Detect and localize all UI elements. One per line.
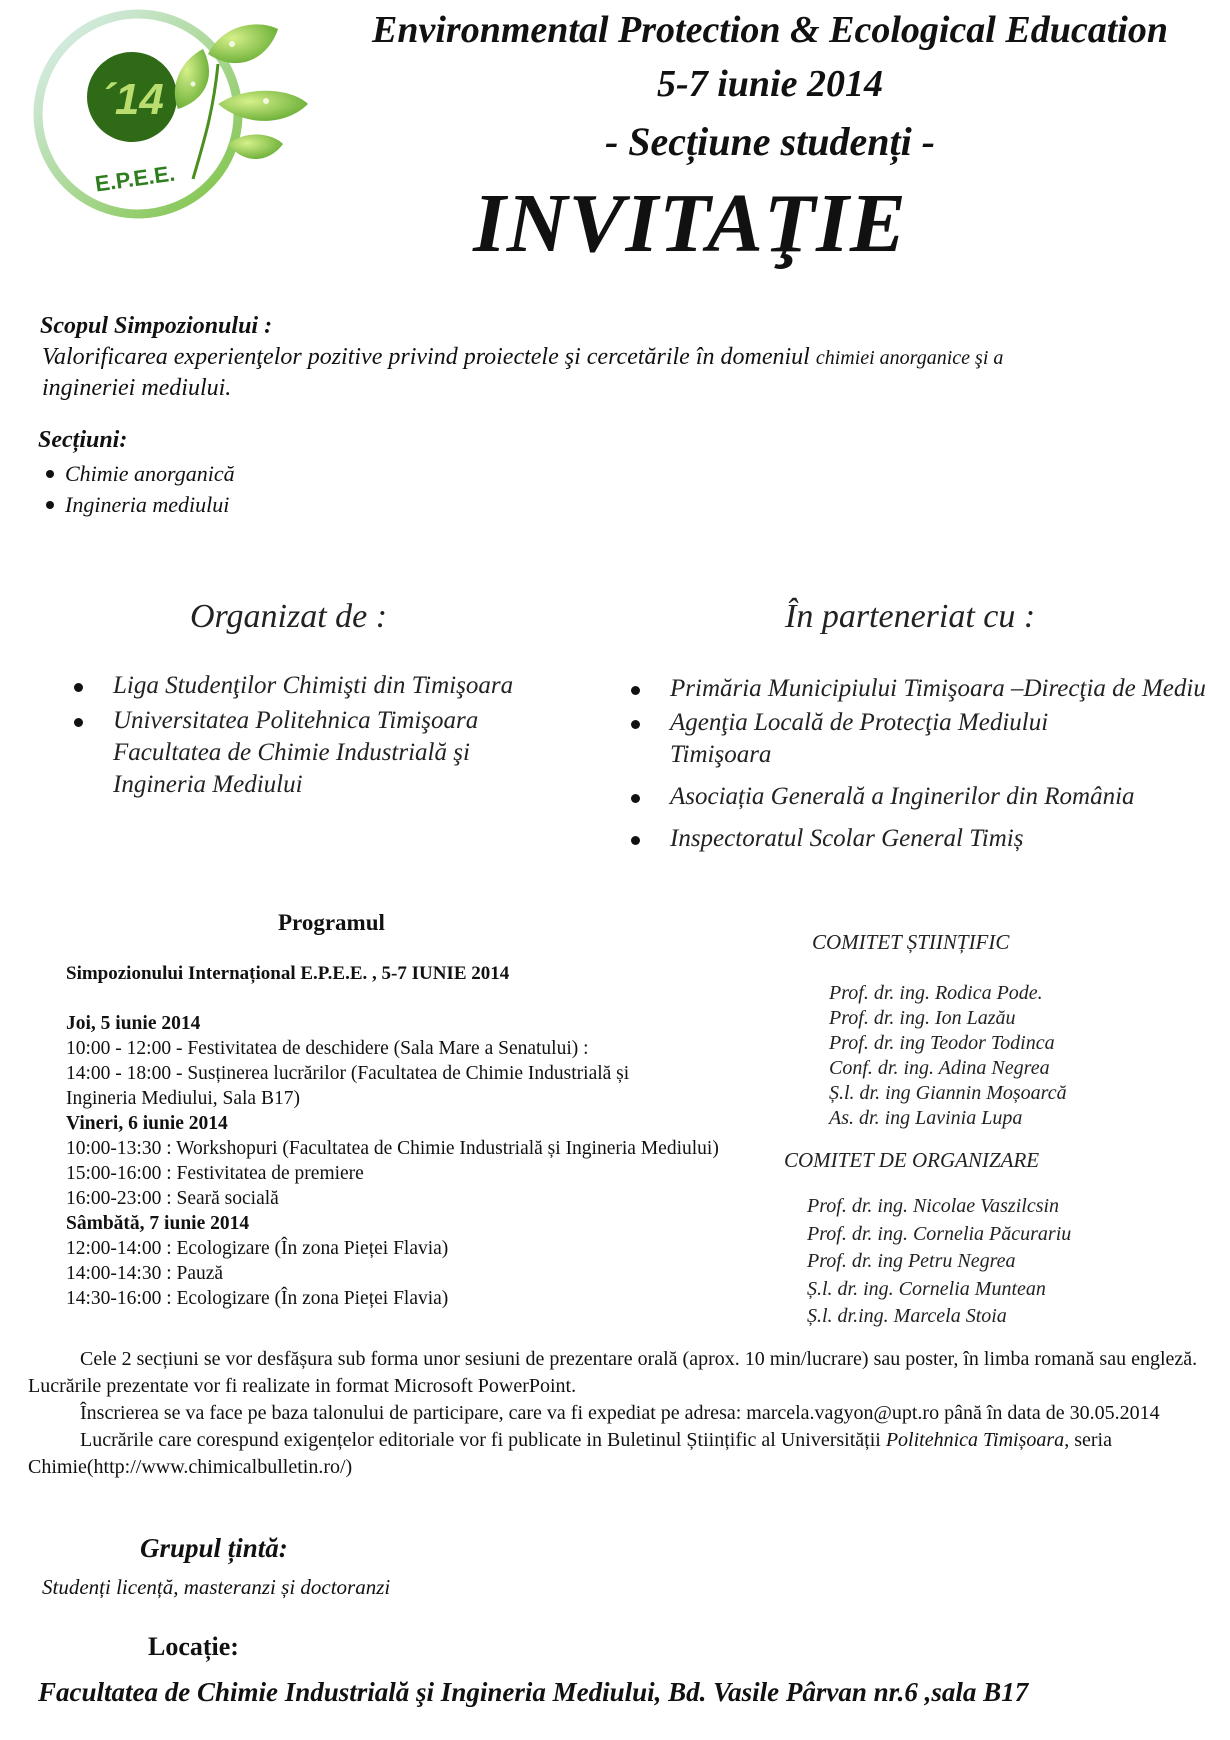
partner-item: Asociația Generală a Inginerilor din România (627, 781, 1207, 813)
target-group-label: Grupul țintă: (140, 1533, 288, 1563)
scope-text-end: ingineriei mediului. (42, 375, 232, 401)
organizer-item: Liga Studenţilor Chimişti din Timişoara (68, 670, 588, 702)
organized-title: Organizat de : (190, 598, 388, 635)
location-label: Locație: (148, 1632, 239, 1661)
committee-member: Prof. dr. ing. Cornelia Păcurariu (807, 1222, 1072, 1245)
program-schedule (66, 1011, 786, 1311)
invitation-heading: INVITAŢIE (473, 177, 907, 270)
schedule-line: 16:00-23:00 : Seară socială (66, 1188, 279, 1209)
organizing-committee-list (807, 1193, 1071, 1331)
program-title: Programul (278, 910, 385, 935)
sections-list (38, 458, 235, 520)
epee-logo (18, 4, 338, 244)
schedule-line: 12:00-14:00 : Ecologizare (În zona Pieței Flavia) (66, 1238, 449, 1259)
university-name: Politehnica Timișoara (885, 1429, 1065, 1451)
organizers-list (68, 670, 588, 804)
publication-text: Lucrările care corespund exigențelor editoriale vor fi publicate in Buletinul Științific al Universității (80, 1429, 886, 1451)
location-text: Facultatea de Chimie Industrială şi Ingineria Mediului, Bd. Vasile Pârvan nr.6 ,sala B17 (38, 1677, 1029, 1707)
section-item: Ingineria mediului (38, 489, 235, 520)
program-subtitle: Simpozionului Internațional E.P.E.E. , 5-7 IUNIE 2014 (66, 963, 510, 984)
day-label: Vineri, 6 iunie 2014 (66, 1113, 228, 1134)
partners-list (627, 673, 1207, 857)
target-group-text: Studenți licență, masteranzi și doctoranzi (42, 1575, 391, 1599)
section-item: Chimie anorganică (38, 458, 235, 489)
schedule-line: 14:30-16:00 : Ecologizare (În zona Pieței Flavia) (66, 1288, 449, 1309)
sections-label: Secțiuni: (38, 427, 128, 453)
committee-member: Ș.l. dr. ing. Cornelia Muntean (807, 1277, 1046, 1300)
scope-text-small: chimiei anorganice şi a (815, 347, 1004, 369)
partner-item: Primăria Municipiului Timişoara –Direcţia de Mediu (627, 673, 1210, 705)
info-paragraphs (28, 1346, 1218, 1481)
event-date: 5-7 iunie 2014 (657, 63, 883, 105)
schedule-line: 10:00 - 12:00 - Festivitatea de deschidere (Sala Mare a Senatului) : (66, 1038, 589, 1059)
paragraph-publication (28, 1427, 1218, 1481)
schedule-line: 14:00 - 18:00 - Susținerea lucrărilor (Facultatea de Chimie Industrială și (66, 1063, 630, 1084)
scope-label: Scopul Simpozionului : (40, 313, 273, 339)
logo-acronym: E.P.E.E. (93, 160, 177, 197)
publication-series: , seria Chimie(http://www.chimicalbulletin.ro/) (28, 1429, 1112, 1478)
event-section: - Secțiune studenți - (604, 119, 936, 164)
organizer-item: Universitatea Politehnica Timişoara Facultatea de Chimie Industrială şi Ingineria Mediului (68, 705, 493, 801)
schedule-line: 14:00-14:30 : Pauză (66, 1263, 224, 1284)
committee-member: Conf. dr. ing. Adina Negrea (829, 1057, 1050, 1079)
partner-item: Agenţia Locală de Protecţia Mediului Timişoara (627, 707, 1140, 771)
committee-member: Ș.l. dr. ing Giannin Moșoarcă (829, 1082, 1067, 1104)
day-label: Sâmbătă, 7 iunie 2014 (66, 1213, 250, 1234)
event-title: Environmental Protection & Ecological Education (372, 9, 1168, 51)
schedule-line: Ingineria Mediului, Sala B17) (66, 1088, 300, 1109)
committee-member: Prof. dr. ing. Ion Lazău (829, 1007, 1016, 1029)
schedule-line: 10:00-13:30 : Workshopuri (Facultatea de Chimie Industrială și Ingineria Mediului) (66, 1138, 719, 1159)
partners-title: În parteneriat cu : (785, 598, 1036, 635)
committee-member: As. dr. ing Lavinia Lupa (829, 1107, 1023, 1129)
scientific-committee-list (829, 981, 1067, 1131)
partner-item: Inspectoratul Scolar General Timiș (627, 823, 1207, 855)
logo-year: ´14 (100, 75, 164, 124)
committee-member: Prof. dr. ing. Rodica Pode. (829, 982, 1043, 1004)
committee-member: Prof. dr. ing Petru Negrea (807, 1250, 1016, 1272)
scientific-committee-title: COMITET ȘTIINȚIFIC (812, 930, 1010, 954)
scope-text (42, 342, 1217, 403)
paragraph-registration: Înscrierea se va face pe baza talonului de participare, care va fi expediat pe adresa: marcela.vagyon@upt.ro până în data de 30.05.2014 (80, 1402, 1160, 1424)
day-label: Joi, 5 iunie 2014 (66, 1013, 201, 1034)
committee-member: Ș.l. dr.ing. Marcela Stoia (807, 1305, 1007, 1327)
organizing-committee-title: COMITET DE ORGANIZARE (784, 1148, 1040, 1172)
schedule-line: 15:00-16:00 : Festivitatea de premiere (66, 1163, 364, 1184)
scope-text-main: Valorificarea experienţelor pozitive privind proiectele şi cercetările în domeniul (42, 344, 816, 370)
committee-member: Prof. dr. ing. Nicolae Vaszilcsin (807, 1195, 1060, 1217)
paragraph-presentation: Cele 2 secțiuni se vor desfășura sub forma unor sesiuni de prezentare orală (aprox. 10 min/lucrare) sau poster, în limba romană sau engleză. Lucrările prezentate vor fi realizate in format Microsoft PowerPoint. (28, 1348, 1198, 1397)
leaf-shape (208, 24, 278, 63)
committee-member: Prof. dr. ing Teodor Todinca (829, 1032, 1055, 1054)
leaf-shape (218, 91, 308, 121)
